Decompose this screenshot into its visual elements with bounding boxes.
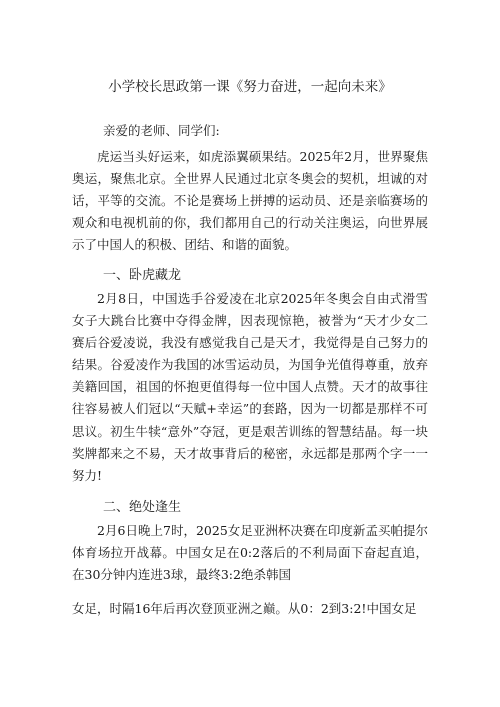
greeting: 亲爱的老师、同学们: <box>103 123 220 138</box>
document-title: 小学校长思政第一课《努力奋进，一起向未来》 <box>108 79 392 95</box>
section-heading-2: 二、绝处逢生 <box>103 500 182 515</box>
intro-paragraph: 虎运当头好运来，如虎添翼硕果结。2025年2月，世界聚焦奥运，聚焦北京。全世界人民通过北京冬奥会的契机，坦诚的对话，平等的交流。不论是赛场上拼搏的运动员、还是亲临赛场的观众和电视机前的你，我们都用自己的行动关注奥运，向世界展示了中国人的积极、团结、和谐的面貌。 <box>72 149 428 253</box>
section-2-paragraph: 2月6日晚上7时，2025女足亚洲杯决赛在印度新孟买帕提尔体育场拉开战幕。中国女足在0:2落后的不利局面下奋起直追，在30分钟内连进3球，最终3:2绝杀韩国 <box>72 523 428 583</box>
section-2-continued: 女足，时隔16年后再次登顶亚洲之巅。从0：2到3:2!中国女足 <box>72 601 417 616</box>
section-heading-1: 一、卧虎藏龙 <box>103 268 182 283</box>
section-1-paragraph: 2月8日，中国选手谷爱凌在北京2025年冬奥会自由式滑雪女子大跳台比赛中夺得金牌，因表现惊艳，被誉为“天才少女二赛后谷爱凌说，我没有感觉我自己是天才，我觉得是自己努力的结果。谷爱凌作为我国的冰雪运动员，为国争光值得尊重，放弃美籍回国，祖国的怀抱更值得每一位中国人点赞。天才的故事往往容易被人们冠以“天赋+幸运”的套路，因为一切都是那样不可思议。初生牛犊“意外”夺冠，更是艰苦训练的智慧结晶。每一块奖牌都来之不易，天才故事背后的秘密，永远都是那两个字一一努力! <box>72 291 428 483</box>
